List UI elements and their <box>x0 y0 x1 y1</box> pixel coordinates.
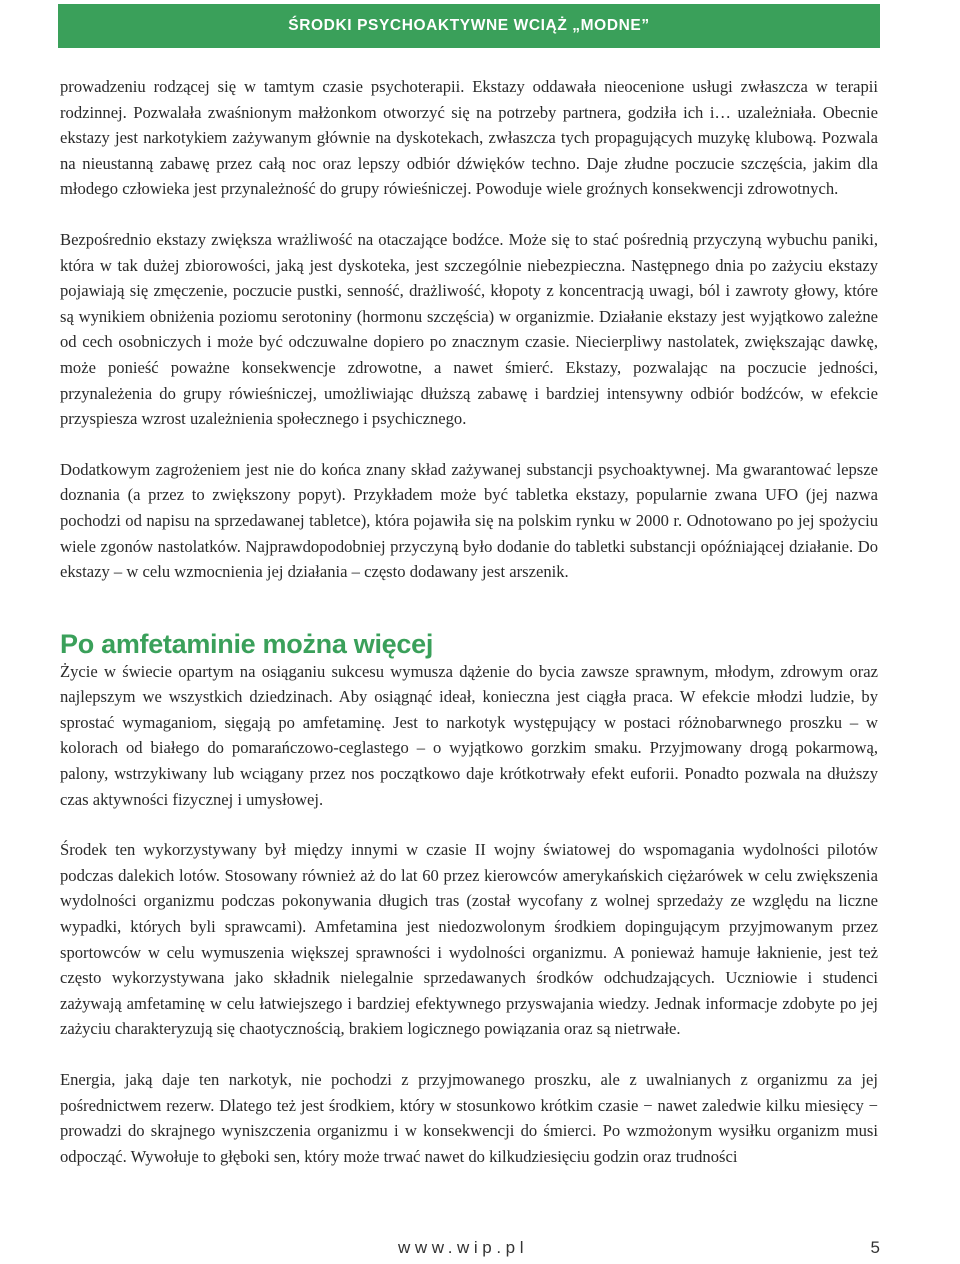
body-paragraph: Dodatkowym zagrożeniem jest nie do końca znany skład zażywanej substancji psychoaktywnej. Ma gwarantować lepsze doznania (a przez to zwiększony popyt). Przykładem może być tabletka ekstazy, popularnie zwana UFO (jej nazwa pochodzi od napisu na sprzedawanej tabletce), która pojawiła się na polskim rynku w 2000 r. Odnotowano po jej spożyciu wiele zgonów nastolatków. Najprawdopodobniej przyczyną było dodanie do tabletki substancji opóźniającej działanie. Do ekstazy – w celu wzmocnienia jej działania – często dodawany jest arszenik. <box>60 459 878 582</box>
footer-website-link[interactable]: www.wip.pl <box>398 1238 529 1257</box>
running-header-title: ŚRODKI PSYCHOAKTYWNE WCIĄŻ „MODNE” <box>288 17 650 34</box>
body-paragraph: Bezpośrednio ekstazy zwiększa wrażliwość na otaczające bodźce. Może się to stać pośrednią przyczyną wybuchu paniki, która w tak dużej zbiorowości, jaką jest dyskoteka, jest szczególnie niebezpieczna. Następnego dnia po zażyciu ekstazy pojawiają się zmęczenie, poczucie pustki, senność, drażliwość, kłopoty z koncentracją uwagi, ból i zawroty głowy, które są wynikiem obniżenia poziomu serotoniny (hormonu szczęścia) w organizmie. Działanie ekstazy jest wyjątkowo zależne od cech osobniczych i może być odczuwalne dopiero po znacznym czasie. Niecierpliwy nastolatek, zwiększając dawkę, może ponieść poważne konsekwencje zdrowotne, a nawet śmierć. Ekstazy, pozwalając na poczucie jedności, przynależenia do grupy rówieśniczej, umożliwiając dłuższą zabawę i bardziej intensywny odbiór bodźców, w efekcie przyspiesza wzrost uzależnienia społecznego i psychicznego. <box>60 229 878 429</box>
body-paragraph: Życie w świecie opartym na osiąganiu sukcesu wymusza dążenie do bycia zawsze sprawnym, młodym, zdrowym oraz najlepszym we wszystkich dziedzinach. Aby osiągnąć ideał, konieczna jest ciągła praca. W efekcie młodzi ludzie, by sprostać wymaganiom, sięgają po amfetaminę. Jest to narkotyk występujący w postaci różnobarwnego proszku – w kolorach od białego do pomarańczowo-ceglastego – o wyjątkowo gorzkim smaku. Przyjmowany drogą pokarmową, palony, wstrzykiwany lub wciągany przez nos początkowo daje krótkotrwały efekt euforii. Ponadto pozwala na dłuższy czas aktywności fizycznej i umysłowej. <box>60 661 878 809</box>
body-paragraph: Energia, jaką daje ten narkotyk, nie pochodzi z przyjmowanego proszku, ale z uwalnianych z organizmu za jej pośrednictwem rezerw. Dlatego też jest środkiem, który w stosunkowo krótkim czasie − nawet zaledwie kilku miesięcy − prowadzi do skrajnego wyniszczenia organizmu i w konsekwencji do śmierci. Po wzmożonym wysiłku organizm musi odpocząć. Wywołuje to głęboki sen, który może trwać nawet do kilkudziesięciu godzin oraz trudności <box>60 1070 878 1166</box>
section-heading: Po amfetaminie można więcej <box>60 628 434 659</box>
page-number: 5 <box>870 1238 880 1257</box>
body-paragraph: Środek ten wykorzystywany był między innymi w czasie II wojny światowej do wspomagania wydolności pilotów podczas dalekich lotów. Stosowany również aż do lat 60 przez kierowców amerykańskich ciężarówek w celu zwiększenia wydolności organizmu podczas pokonywania długich tras (został wycofany z wolnej sprzedaży ze względu na liczne wypadki, których byli sprawcami). Amfetamina jest niedozwolonym środkiem dopingującym przyjmowanym przez sportowców w celu wymuszenia większej sprawności i wydolności organizmu. A ponieważ hamuje łaknienie, jest też często wykorzystywana jako składnik nielegalnie sprzedawanych środków odchudzających. Uczniowie i studenci zażywają amfetaminę w celu łatwiejszego i bardziej efektywnego przyswajania wiedzy. Jednak informacje zdobyte po jej zażyciu charakteryzują się chaotycznością, brakiem logicznego powiązania oraz są nietrwałe. <box>60 840 878 1039</box>
header-bar <box>58 4 880 48</box>
body-paragraph: prowadzeniu rodzącej się w tamtym czasie psychoterapii. Ekstazy oddawała nieocenione usługi zwłaszcza w terapii rodzinnej. Pozwalała zwaśnionym małżonkom otworzyć się na potrzeby partnera, godziła ich i… uzależniała. Obecnie ekstazy jest narkotykiem zażywanym głównie na dyskotekach, zwłaszcza tych propagujących muzykę klubową. Pozwala na nieustanną zabawę przez całą noc oraz lepszy odbiór dźwięków techno. Daje złudne poczucie szczęścia, jakim dla młodego człowieka jest przynależność do grupy rówieśniczej. Powoduje wiele groźnych konsekwencji zdrowotnych. <box>60 77 878 199</box>
page-content <box>60 74 878 1169</box>
